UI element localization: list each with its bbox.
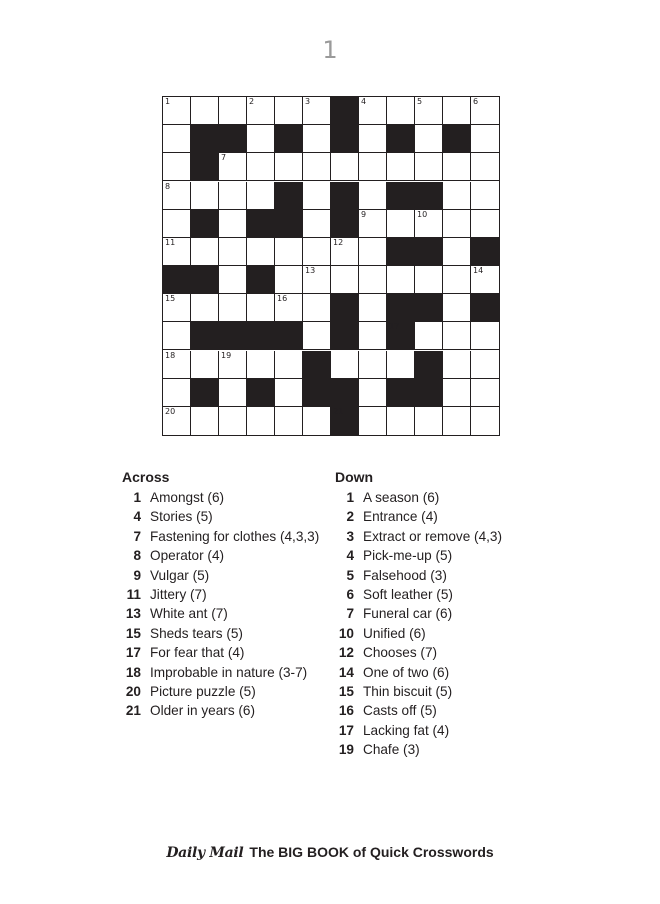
grid-cell[interactable] [387, 153, 415, 181]
black-square [331, 182, 359, 210]
grid-cell[interactable] [191, 407, 219, 435]
grid-cell[interactable] [303, 294, 331, 322]
grid-cell[interactable] [359, 97, 387, 125]
black-square [247, 379, 275, 407]
cell-number: 17 [389, 322, 400, 332]
cell-number: 12 [333, 237, 344, 247]
clue-number: 20 [125, 684, 141, 700]
grid-cell[interactable] [219, 407, 247, 435]
grid-cell[interactable] [303, 238, 331, 266]
grid-cell[interactable] [443, 182, 471, 210]
black-square [275, 322, 303, 350]
clue-number: 17 [125, 645, 141, 661]
footer [0, 844, 660, 861]
across-clue [122, 488, 327, 507]
black-square [387, 182, 415, 210]
grid-cell[interactable] [415, 125, 443, 153]
black-square [219, 125, 247, 153]
grid-cell[interactable] [387, 407, 415, 435]
across-clue [122, 624, 327, 643]
clue-number: 12 [338, 645, 354, 661]
grid-cell[interactable] [219, 182, 247, 210]
clue-text: Amongst (6) [150, 490, 225, 505]
black-square [443, 125, 471, 153]
page-number: 1 [322, 36, 338, 64]
grid-cell[interactable] [443, 97, 471, 125]
down-clue [335, 488, 555, 507]
grid-cell[interactable] [303, 182, 331, 210]
cell-number: 14 [473, 266, 484, 275]
grid-cell[interactable] [359, 322, 387, 350]
clue-number: 14 [338, 664, 354, 680]
grid-cell[interactable] [303, 322, 331, 350]
grid-cell[interactable] [247, 153, 275, 181]
black-square [387, 294, 415, 322]
clue-text: Soft leather (5) [363, 587, 453, 603]
cell-number: 8 [165, 181, 171, 191]
clue-text: Improbable in nature (3-7) [150, 664, 308, 680]
across-clue [122, 682, 327, 701]
grid-cell[interactable] [331, 153, 359, 181]
grid-cell[interactable] [387, 97, 415, 125]
grid-cell[interactable] [443, 238, 471, 266]
black-square [191, 322, 219, 350]
grid-cell[interactable] [163, 125, 191, 153]
clue-text: Chafe (3) [363, 742, 420, 758]
clue-text: Stories (5) [150, 509, 213, 525]
grid-cell[interactable] [163, 97, 191, 125]
grid-cell[interactable] [219, 351, 247, 379]
clue-text: Funeral car (6) [363, 606, 453, 622]
cell-number: 7 [221, 153, 227, 163]
black-square [275, 210, 303, 238]
grid-cell[interactable] [191, 351, 219, 379]
black-square [387, 322, 415, 350]
across-clue [122, 507, 327, 526]
black-square [191, 125, 219, 153]
clue-number: 13 [125, 606, 141, 622]
down-clue [335, 682, 555, 701]
clue-number: 19 [338, 742, 354, 758]
grid-cell[interactable] [163, 351, 191, 379]
across-clue [122, 643, 327, 662]
grid-cell[interactable] [471, 407, 499, 435]
clue-text: Thin biscuit (5) [363, 684, 453, 700]
across-clues [122, 468, 327, 721]
grid-cell[interactable] [443, 153, 471, 181]
clue-text: Sheds tears (5) [150, 625, 243, 641]
black-square [331, 407, 359, 435]
grid-cell[interactable] [247, 407, 275, 435]
grid-cell[interactable] [359, 379, 387, 407]
grid-cell[interactable] [275, 153, 303, 181]
grid-cell[interactable] [415, 322, 443, 350]
black-square [331, 97, 359, 125]
black-square [163, 266, 191, 294]
cell-number: 4 [361, 97, 367, 106]
grid-cell[interactable] [163, 379, 191, 407]
clue-number: 3 [346, 528, 354, 544]
grid-cell[interactable] [331, 351, 359, 379]
black-square [275, 125, 303, 153]
grid-cell[interactable] [275, 97, 303, 125]
black-square [331, 125, 359, 153]
across-clue [122, 604, 327, 623]
grid-cell[interactable] [471, 379, 499, 407]
down-clue [335, 740, 555, 759]
down-clue [335, 546, 555, 565]
black-square [471, 294, 499, 322]
grid-cell[interactable] [247, 238, 275, 266]
grid-cell[interactable] [387, 351, 415, 379]
grid-cell[interactable] [163, 238, 191, 266]
grid-cell[interactable] [359, 351, 387, 379]
grid-cell[interactable] [443, 266, 471, 294]
grid-cell[interactable] [471, 351, 499, 379]
grid-cell[interactable] [471, 266, 499, 294]
black-square [415, 294, 443, 322]
clue-number: 2 [346, 509, 354, 525]
grid-cell[interactable] [191, 294, 219, 322]
grid-cell[interactable] [443, 322, 471, 350]
grid-cell[interactable] [303, 97, 331, 125]
grid-cell[interactable] [163, 210, 191, 238]
down-clue-list [335, 488, 555, 760]
grid-cell[interactable] [471, 97, 499, 125]
grid-cell[interactable] [219, 97, 247, 125]
grid-cell[interactable] [303, 266, 331, 294]
grid-cell[interactable] [219, 238, 247, 266]
grid-cell[interactable] [163, 182, 191, 210]
black-square [415, 182, 443, 210]
across-clue [122, 546, 327, 565]
grid-cell[interactable] [247, 125, 275, 153]
clue-number: 16 [338, 703, 354, 719]
cell-number: 1 [165, 97, 171, 106]
clue-text: Lacking fat (4) [363, 722, 450, 738]
black-square [219, 322, 247, 350]
black-square [387, 125, 415, 153]
black-square [247, 210, 275, 238]
grid-cell[interactable] [219, 210, 247, 238]
clue-number: 6 [346, 587, 354, 603]
clue-number: 15 [125, 625, 141, 641]
black-square [415, 379, 443, 407]
grid-cell[interactable] [303, 210, 331, 238]
across-clue [122, 527, 327, 546]
clue-number: 11 [126, 587, 141, 603]
grid-cell[interactable] [471, 125, 499, 153]
black-square [191, 266, 219, 294]
clue-text: Entrance (4) [363, 509, 438, 525]
clue-text: Picture puzzle (5) [150, 684, 256, 700]
clue-text: Casts off (5) [363, 703, 437, 719]
black-square [191, 379, 219, 407]
grid-cell[interactable] [359, 153, 387, 181]
grid-cell[interactable] [247, 97, 275, 125]
clue-number: 21 [125, 703, 141, 719]
cell-number: 5 [417, 97, 423, 106]
grid-cell[interactable] [415, 407, 443, 435]
black-square [331, 294, 359, 322]
grid-cell[interactable] [275, 407, 303, 435]
cell-number: 19 [221, 350, 232, 360]
down-clue [335, 624, 555, 643]
clue-text: Chooses (7) [363, 645, 438, 661]
grid-cell[interactable] [415, 266, 443, 294]
grid-cell[interactable] [163, 407, 191, 435]
grid-cell[interactable] [359, 238, 387, 266]
clue-number: 7 [346, 606, 354, 622]
black-square [247, 322, 275, 350]
black-square [191, 153, 219, 181]
clue-number: 7 [133, 528, 141, 544]
grid-cell[interactable] [163, 153, 191, 181]
cell-number: 11 [165, 237, 176, 247]
grid-cell[interactable] [275, 351, 303, 379]
grid-cell[interactable] [359, 210, 387, 238]
grid-cell[interactable] [471, 182, 499, 210]
grid-cell[interactable] [331, 266, 359, 294]
down-clue [335, 663, 555, 682]
grid-cell[interactable] [219, 153, 247, 181]
grid-cell[interactable] [443, 294, 471, 322]
grid-cell[interactable] [443, 351, 471, 379]
clue-text: Unified (6) [363, 625, 426, 641]
cell-number: 16 [277, 294, 288, 304]
black-square [331, 322, 359, 350]
grid-cell[interactable] [275, 294, 303, 322]
down-clue [335, 527, 555, 546]
black-square [303, 379, 331, 407]
down-clues [335, 468, 555, 760]
clue-text: Extract or remove (4,3) [363, 528, 502, 544]
crossword-grid [162, 96, 500, 436]
black-square [191, 210, 219, 238]
grid-cell[interactable] [387, 266, 415, 294]
grid-cell[interactable] [359, 266, 387, 294]
black-square [471, 238, 499, 266]
clue-number: 1 [346, 490, 354, 505]
clue-number: 1 [133, 490, 141, 505]
clue-text: Vulgar (5) [150, 567, 210, 583]
grid-cell[interactable] [303, 407, 331, 435]
grid-cell[interactable] [415, 210, 443, 238]
grid-cell[interactable] [443, 210, 471, 238]
black-square [387, 238, 415, 266]
grid-cell[interactable] [247, 182, 275, 210]
grid-cell[interactable] [275, 238, 303, 266]
grid-cell[interactable] [191, 97, 219, 125]
down-heading: Down [335, 469, 374, 485]
across-clue [122, 566, 327, 585]
cell-number: 21 [333, 406, 344, 416]
clue-number: 5 [346, 567, 354, 583]
down-clue [335, 585, 555, 604]
clue-text: Pick-me-up (5) [363, 548, 453, 564]
grid-cell[interactable] [275, 266, 303, 294]
cell-number: 2 [249, 97, 255, 106]
grid-cell[interactable] [219, 294, 247, 322]
grid-cell[interactable] [219, 266, 247, 294]
across-heading: Across [122, 469, 170, 485]
grid-cell[interactable] [247, 294, 275, 322]
cell-number: 6 [473, 97, 479, 106]
cell-number: 9 [361, 209, 367, 219]
across-clue [122, 663, 327, 682]
cell-number: 3 [305, 97, 311, 106]
grid-cell[interactable] [471, 153, 499, 181]
clue-text: Falsehood (3) [363, 567, 447, 583]
black-square [331, 379, 359, 407]
clue-number: 4 [133, 509, 141, 525]
grid-cell[interactable] [471, 322, 499, 350]
grid-cell[interactable] [359, 294, 387, 322]
grid-cell[interactable] [415, 153, 443, 181]
grid-cell[interactable] [275, 379, 303, 407]
across-clue-list [122, 488, 327, 721]
black-square [387, 379, 415, 407]
black-square [331, 210, 359, 238]
grid-cell[interactable] [443, 379, 471, 407]
black-square [275, 182, 303, 210]
cell-number: 20 [165, 406, 176, 416]
grid-cell[interactable] [387, 210, 415, 238]
clue-number: 18 [125, 664, 141, 680]
grid-cell[interactable] [359, 125, 387, 153]
clue-number: 8 [133, 548, 141, 564]
down-clue [335, 701, 555, 720]
clue-text: Jittery (7) [150, 587, 207, 603]
grid-cell[interactable] [331, 238, 359, 266]
clue-text: White ant (7) [150, 606, 228, 622]
black-square [415, 238, 443, 266]
cell-number: 18 [165, 350, 176, 360]
grid-cell[interactable] [415, 97, 443, 125]
black-square [303, 351, 331, 379]
grid-cell[interactable] [303, 125, 331, 153]
black-square [415, 351, 443, 379]
cell-number: 10 [417, 209, 428, 219]
grid-cell[interactable] [163, 294, 191, 322]
across-clue [122, 701, 327, 720]
across-clue [122, 585, 327, 604]
daily-mail-logo: Daily Mail [166, 845, 244, 861]
down-clue [335, 721, 555, 740]
down-clue [335, 566, 555, 585]
clue-number: 9 [133, 567, 141, 583]
clue-number: 4 [346, 548, 354, 564]
grid-cell[interactable] [359, 182, 387, 210]
clue-text: Operator (4) [150, 548, 225, 564]
grid-cell[interactable] [163, 322, 191, 350]
cell-number: 13 [305, 266, 316, 275]
grid-cell[interactable] [191, 182, 219, 210]
clue-text: For fear that (4) [150, 645, 245, 661]
grid-cell[interactable] [219, 379, 247, 407]
clue-number: 15 [338, 684, 354, 700]
clue-text: A season (6) [363, 490, 440, 505]
clue-number: 17 [338, 722, 354, 738]
grid-cell[interactable] [359, 407, 387, 435]
clue-text: One of two (6) [363, 664, 450, 680]
black-square [247, 266, 275, 294]
down-clue [335, 604, 555, 623]
grid-cell[interactable] [191, 238, 219, 266]
down-clue [335, 643, 555, 662]
clue-text: Fastening for clothes (4,3,3) [150, 528, 320, 544]
grid-cell[interactable] [443, 407, 471, 435]
grid-cell[interactable] [471, 210, 499, 238]
cell-number: 15 [165, 294, 176, 304]
down-clue [335, 507, 555, 526]
clue-number: 10 [338, 625, 354, 641]
clue-text: Older in years (6) [150, 703, 256, 719]
grid-cell[interactable] [303, 153, 331, 181]
grid-cell[interactable] [247, 351, 275, 379]
book-title: The BIG BOOK of Quick Crosswords [249, 844, 494, 860]
